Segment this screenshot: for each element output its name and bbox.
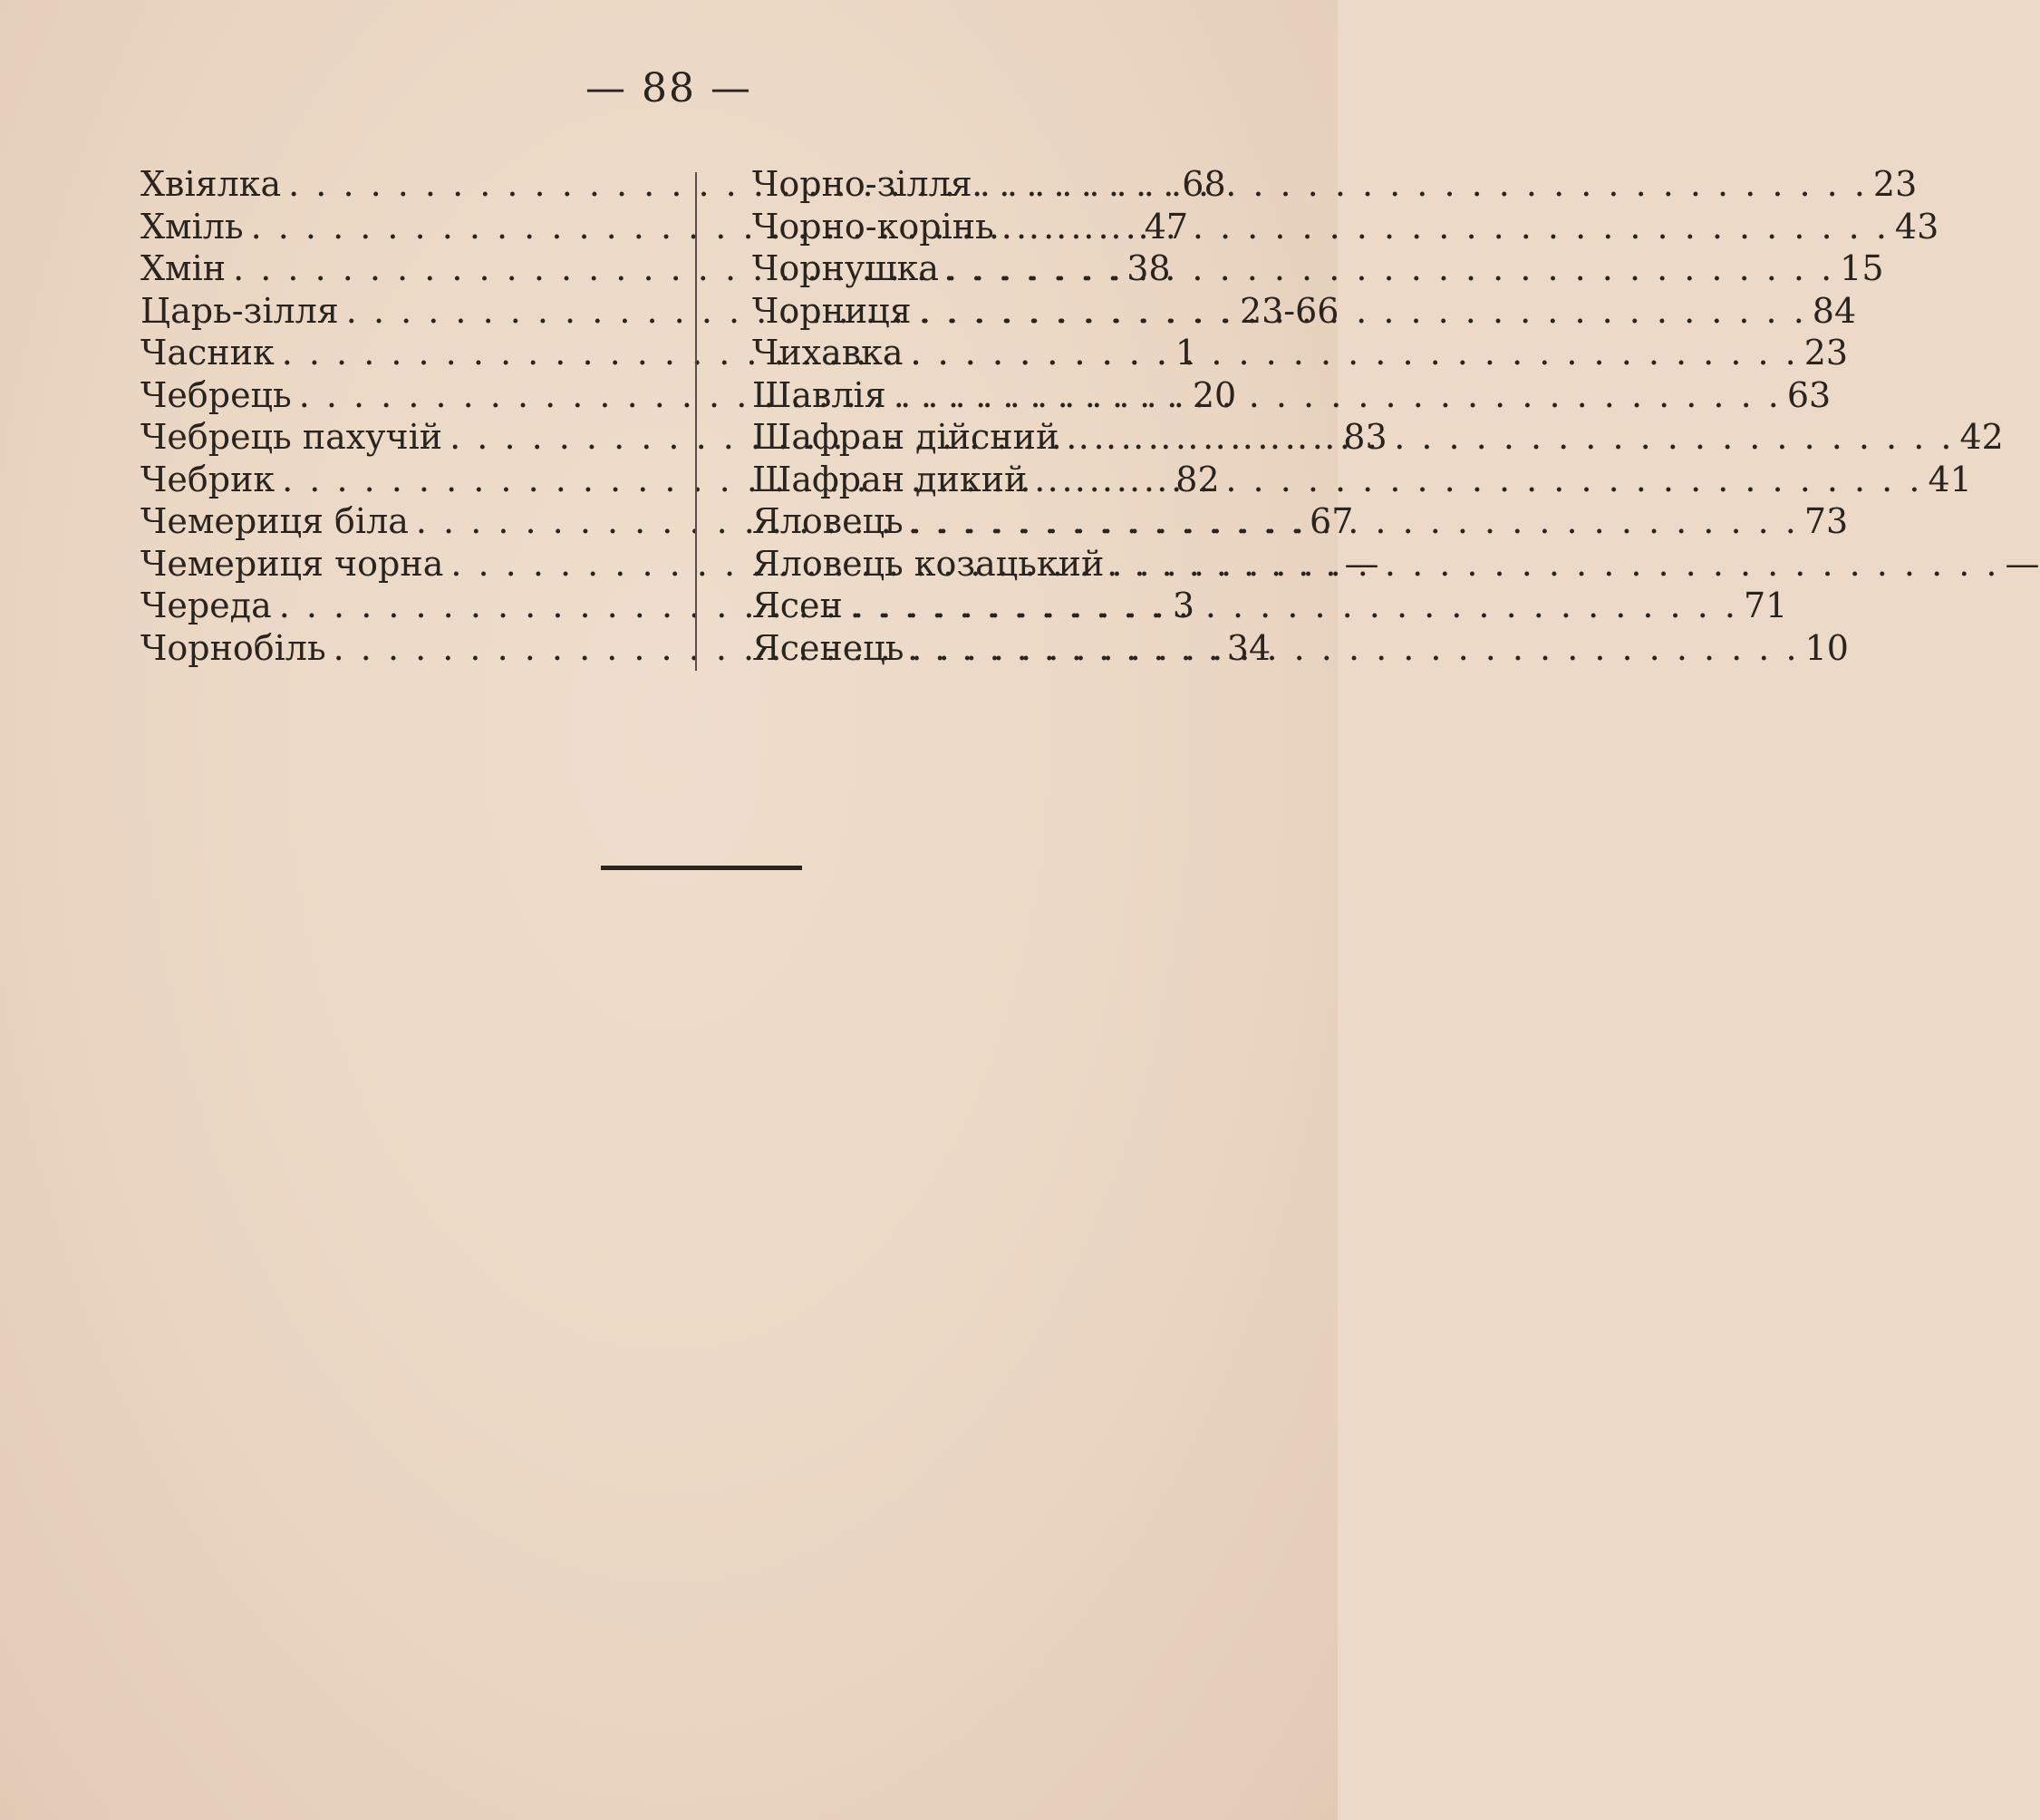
index-entry — [752, 374, 1832, 417]
end-rule — [601, 866, 802, 870]
entry-page: 68 — [1182, 164, 1226, 204]
index-entry — [752, 332, 1849, 374]
entry-name: Чорниця — [752, 290, 912, 331]
index-entry — [752, 500, 1849, 543]
entry-name: Яловець козацький — [752, 543, 1105, 584]
leader-dots — [1027, 459, 1922, 501]
index-entry — [752, 459, 1972, 501]
index-entry — [752, 585, 1788, 627]
leader-dots — [972, 163, 1868, 206]
entry-page: 67 — [1310, 501, 1354, 541]
index-entry — [752, 247, 1884, 290]
entry-name: Чорно-зілля — [752, 164, 972, 204]
leader-dots — [939, 247, 1834, 290]
entry-page: 43 — [1894, 206, 1939, 247]
leader-dots — [912, 290, 1807, 333]
entry-page: 47 — [1144, 206, 1189, 247]
index-entry — [752, 163, 1918, 206]
entry-page: 71 — [1743, 586, 1788, 625]
entry-name: Шавлія — [752, 374, 886, 415]
index-entry — [752, 416, 2004, 459]
leader-dots — [843, 585, 1738, 627]
entry-name: Часник — [140, 333, 275, 373]
entry-page: 83 — [1343, 417, 1387, 457]
entry-name: Хмін — [140, 248, 227, 288]
entry-page: 84 — [1812, 290, 1857, 331]
entry-name: Ясен — [752, 586, 843, 625]
entry-page: — — [1344, 543, 1379, 584]
entry-page: 10 — [1804, 627, 1849, 668]
index-entry — [752, 627, 1849, 670]
leader-dots — [904, 627, 1799, 670]
leader-dots — [904, 332, 1799, 374]
entry-page: 1 — [1175, 333, 1198, 373]
index-columns — [140, 163, 2040, 671]
entry-page: 3 — [1172, 586, 1195, 625]
leader-dots — [904, 500, 1799, 543]
entry-page: 23-66 — [1239, 290, 1339, 331]
entry-page: 23 — [1872, 164, 1918, 204]
entry-name: Царь-зілля — [140, 290, 339, 331]
entry-name: Яловець — [752, 501, 904, 541]
entry-page: 73 — [1803, 501, 1849, 541]
entry-page: 38 — [1126, 248, 1171, 288]
entry-page: 34 — [1226, 627, 1271, 668]
entry-page: 20 — [1192, 374, 1237, 415]
entry-name: Чебрець — [140, 374, 292, 415]
entry-name: Чорно-корінь — [752, 206, 994, 247]
leader-dots — [886, 374, 1782, 417]
entry-page: 63 — [1786, 374, 1832, 415]
entry-name: Чорнушка — [752, 248, 939, 288]
entry-page: 82 — [1175, 459, 1220, 499]
entry-name: Чемериця чорна — [140, 543, 444, 584]
index-entry — [752, 543, 2040, 586]
entry-name: Чорнобіль — [140, 627, 326, 668]
leader-dots — [994, 206, 1890, 248]
entry-page: 41 — [1928, 459, 1972, 499]
entry-page: 42 — [1959, 417, 2004, 457]
index-entry — [752, 206, 1939, 248]
entry-page: — — [2005, 543, 2040, 584]
leader-dots — [1104, 543, 1999, 586]
entry-name: Череда — [140, 586, 272, 625]
entry-name: Хвіялка — [140, 164, 282, 204]
entry-name: Ясенець — [752, 627, 904, 668]
entry-name: Шафран дикий — [752, 459, 1028, 499]
entry-page: 23 — [1803, 333, 1849, 373]
index-column-right — [752, 163, 2040, 669]
column-divider — [695, 172, 697, 671]
leader-dots — [1059, 416, 1954, 459]
page-number: — 88 — — [585, 65, 752, 111]
entry-name: Чебрик — [140, 459, 276, 499]
entry-name: Шафран дійсний — [752, 417, 1059, 457]
index-entry — [752, 290, 1857, 333]
entry-name: Чихавка — [752, 333, 904, 373]
entry-page: 15 — [1840, 248, 1884, 288]
entry-name: Чебрець пахучій — [140, 417, 443, 457]
entry-name: Хміль — [140, 206, 244, 247]
entry-name: Чемериця біла — [140, 501, 409, 541]
